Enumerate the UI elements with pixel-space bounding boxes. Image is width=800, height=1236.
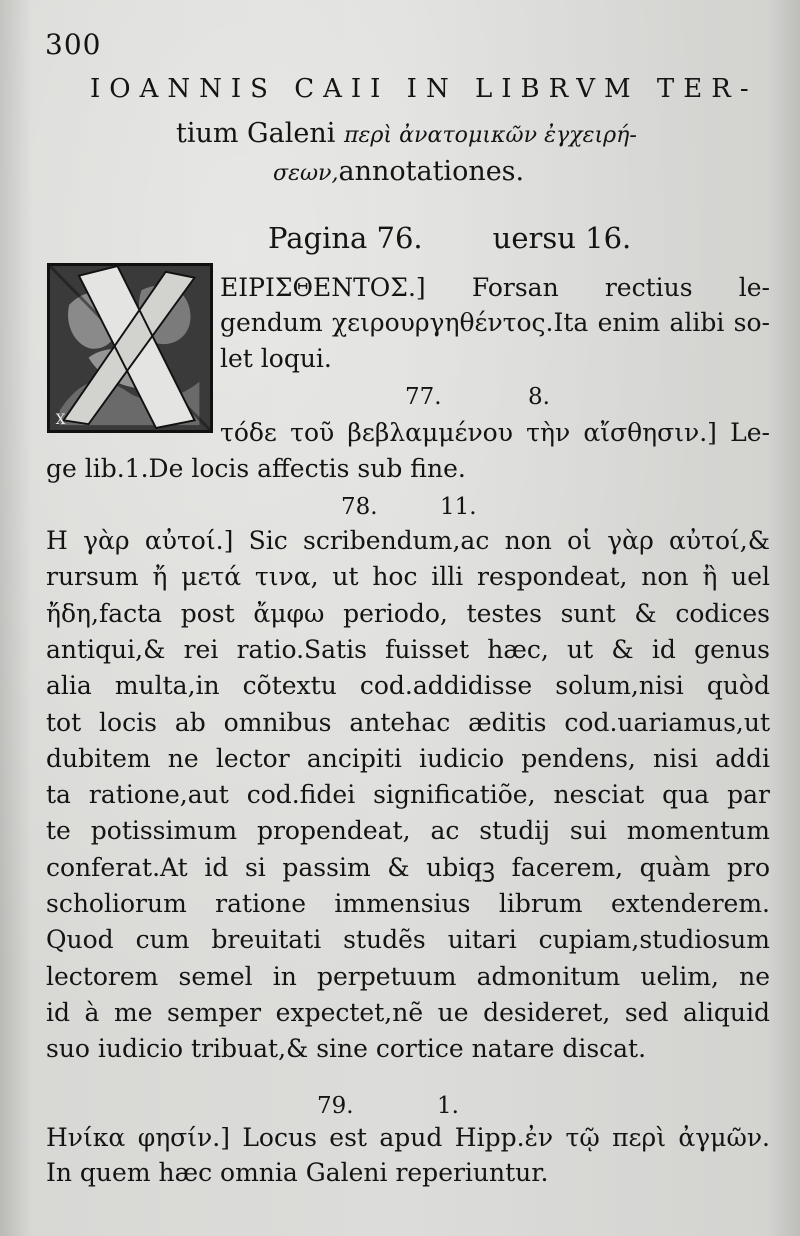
section3-line: ta ratione,aut cod.fidei significatiõe, nesciat qua par <box>46 780 770 809</box>
running-head: IOANNIS CAII IN LIBRVM TER- <box>90 74 758 104</box>
pagina-reference <box>268 221 631 255</box>
section3-line: ἤδη,facta post ἄμφω periodo, testes sunt & codices <box>46 599 770 628</box>
section3-line: alia multa,in cõtextu cod.addidisse solum,nisi quòd <box>46 671 770 700</box>
section2-line-2: ge lib.1.De locis affectis sub fine. <box>46 454 466 483</box>
section3-line: tot locis ab omnibus antehac æditis cod.uariamus,ut <box>46 708 770 737</box>
section3-line: suo iudicio tribuat,& sine cortice natare discat. <box>46 1034 647 1063</box>
section3-line: Quod cum breuitati studẽs uitari cupiam,studiosum <box>46 925 770 954</box>
ref4-line: 1. <box>437 1093 459 1119</box>
title-line-3-text: annotationes. <box>338 156 525 187</box>
section1-line-1: ΕΙΡΙΣΘΕΝΤΟΣ.] Forsan rectius le- <box>220 273 770 302</box>
versus-label: uersu 16. <box>492 221 632 255</box>
woodcut-illustration <box>50 266 210 430</box>
pagina-label: Pagina 76. <box>268 221 423 255</box>
section3-line: conferat.At id si passim & ubiqꝫ facerem, quàm pro <box>46 853 770 882</box>
ref3-line: 11. <box>440 494 477 520</box>
section1-line-2: gendum χειρουργηθέντος.Ita enim alibi so- <box>220 308 770 337</box>
title-line-2-text: tium Galeni <box>176 118 336 149</box>
section3-line: te potissimum propendeat, ac studij sui momentum <box>46 816 770 845</box>
section3-line: Η γὰρ αὐτοί.] Sic scribendum,ac non οἱ γὰρ αὐτοί,& <box>46 526 770 555</box>
ref2-line: 8. <box>528 384 550 410</box>
section1-line-3: let loqui. <box>220 344 332 373</box>
page-number: 300 <box>45 28 102 61</box>
section2-line-1: τόδε τοῦ βεβλαμμένου τὴν αἴσθησιν.] Le- <box>220 418 770 447</box>
section3-line: rursum ἤ μετά τινα, ut hoc illi respondeat, non ἢ uel <box>46 562 770 591</box>
section3-line: id à me semper expectet,nẽ ue desideret, sed aliquid <box>46 998 770 1027</box>
ref3-page: 78. <box>341 494 378 520</box>
ref2-page: 77. <box>405 384 442 410</box>
initial-letter: X <box>55 412 66 429</box>
section3-line: scholiorum ratione immensius librum extenderem. <box>46 889 770 918</box>
title-line-2 <box>176 118 637 149</box>
decorated-initial <box>47 263 213 433</box>
ref4-page: 79. <box>317 1093 354 1119</box>
section3-line: antiqui,& rei ratio.Satis fuisset hæc, ut & id genus <box>46 635 770 664</box>
section4-line-1: Ηνίκα φησίν.] Locus est apud Hipp.ἐν τῷ περὶ ἀγμῶν. <box>46 1123 770 1152</box>
title-line-2-greek: περὶ ἀνατομικῶν ἐγχειρή- <box>343 122 637 148</box>
section3-line: dubitem ne lector ancipiti iudicio pendens, nisi addi <box>46 744 770 773</box>
section3-line: lectorem semel in perpetuum admonitum uelim, ne <box>46 962 770 991</box>
section4-line-2: In quem hæc omnia Galeni reperiuntur. <box>46 1158 549 1187</box>
title-line-3-greek: σεων, <box>273 160 339 186</box>
title-line-3 <box>273 156 524 187</box>
